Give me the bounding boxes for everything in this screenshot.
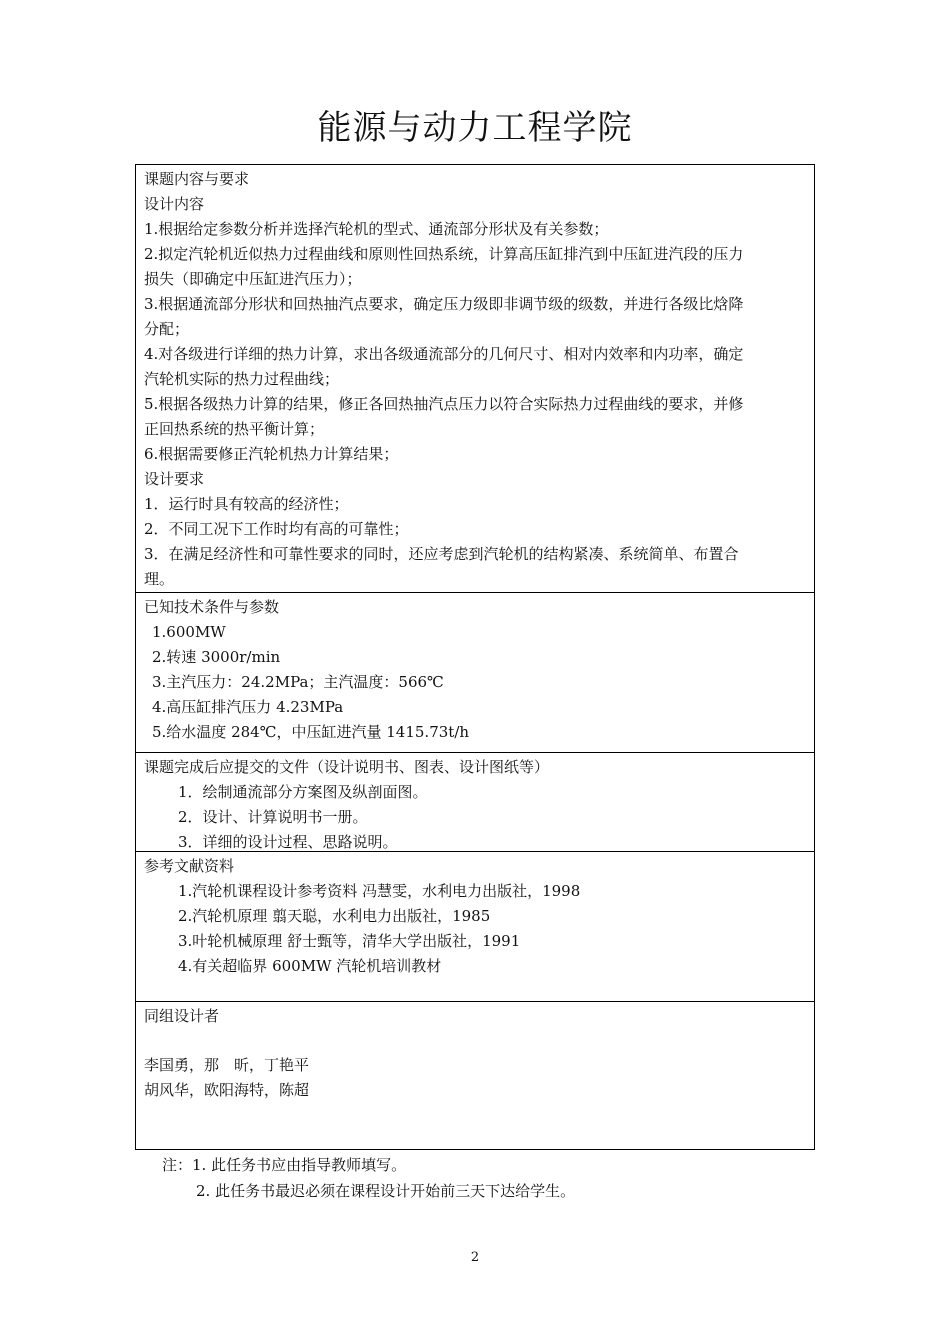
- section-heading: 已知技术条件与参数: [144, 598, 280, 616]
- design-req-item: 2．不同工况下工作时均有高的可靠性；: [144, 520, 409, 538]
- design-item: 5.根据各级热力计算的结果，修正各回热抽汽点压力以符合实际热力过程曲线的要求，并修: [144, 395, 744, 413]
- condition-item: 3.主汽压力：24.2MPa；主汽温度：566℃: [152, 673, 444, 691]
- section-content-requirements: [136, 165, 814, 592]
- note-item: 注：1. 此任务书应由指导教师填写。: [162, 1156, 407, 1174]
- design-item: 6.根据需要修正汽轮机热力计算结果；: [144, 445, 399, 463]
- condition-item: 4.高压缸排汽压力 4.23MPa: [152, 698, 344, 716]
- section-heading: 参考文献资料: [144, 857, 235, 875]
- section-group: [136, 1001, 814, 1149]
- deliverable-item: 1．绘制通流部分方案图及纵剖面图。: [178, 783, 428, 801]
- deliverable-item: 3．详细的设计过程、思路说明。: [178, 833, 398, 851]
- section-references: [136, 851, 814, 1001]
- page-title: 能源与动力工程学院: [317, 108, 633, 148]
- deliverable-item: 2．设计、计算说明书一册。: [178, 808, 368, 826]
- design-req-item: 1．运行时具有较高的经济性；: [144, 495, 349, 513]
- design-content-heading: 设计内容: [144, 195, 205, 213]
- condition-item: 1.600MW: [152, 623, 226, 641]
- reference-item: 3.叶轮机械原理 舒士甄等，清华大学出版社，1991: [178, 932, 521, 950]
- design-item: 1.根据给定参数分析并选择汽轮机的型式、通流部分形状及有关参数；: [144, 220, 609, 238]
- group-members: 李国勇，那 昕，丁艳平: [144, 1056, 310, 1074]
- design-item: 正回热系统的热平衡计算；: [144, 420, 325, 438]
- design-item: 损失（即确定中压缸进汽压力）；: [144, 270, 362, 288]
- page-number: 2: [470, 1250, 480, 1265]
- reference-item: 4.有关超临界 600MW 汽轮机培训教材: [178, 957, 442, 975]
- condition-item: 2.转速 3000r/min: [152, 648, 281, 666]
- section-heading: 同组设计者: [144, 1007, 220, 1025]
- section-heading: 课题内容与要求: [144, 170, 250, 188]
- note-item: 2. 此任务书最迟必须在课程设计开始前三天下达给学生。: [196, 1182, 576, 1200]
- task-table: [135, 164, 815, 1150]
- section-conditions: [136, 592, 814, 752]
- group-members: 胡风华，欧阳海特，陈超: [144, 1081, 310, 1099]
- design-req-heading: 设计要求: [144, 470, 205, 488]
- condition-item: 5.给水温度 284℃，中压缸进汽量 1415.73t/h: [152, 723, 470, 741]
- design-req-item: 3．在满足经济性和可靠性要求的同时，还应考虑到汽轮机的结构紧凑、系统简单、布置合: [144, 545, 739, 563]
- design-req-item: 理。: [144, 570, 175, 588]
- design-item: 3.根据通流部分形状和回热抽汽点要求，确定压力级即非调节级的级数，并进行各级比焓降: [144, 295, 744, 313]
- section-heading: 课题完成后应提交的文件（设计说明书、图表、设计图纸等）: [144, 758, 550, 776]
- design-item: 汽轮机实际的热力过程曲线；: [144, 370, 340, 388]
- design-item: 2.拟定汽轮机近似热力过程曲线和原则性回热系统，计算高压缸排汽到中压缸进汽段的压力: [144, 245, 744, 263]
- design-item: 分配；: [144, 320, 190, 338]
- notes: [162, 1152, 575, 1204]
- reference-item: 2.汽轮机原理 翦天聪，水利电力出版社，1985: [178, 907, 491, 925]
- reference-item: 1.汽轮机课程设计参考资料 冯慧雯，水利电力出版社，1998: [178, 882, 581, 900]
- section-deliverables: [136, 752, 814, 851]
- design-item: 4.对各级进行详细的热力计算，求出各级通流部分的几何尺寸、相对内效率和内功率，确定: [144, 345, 744, 363]
